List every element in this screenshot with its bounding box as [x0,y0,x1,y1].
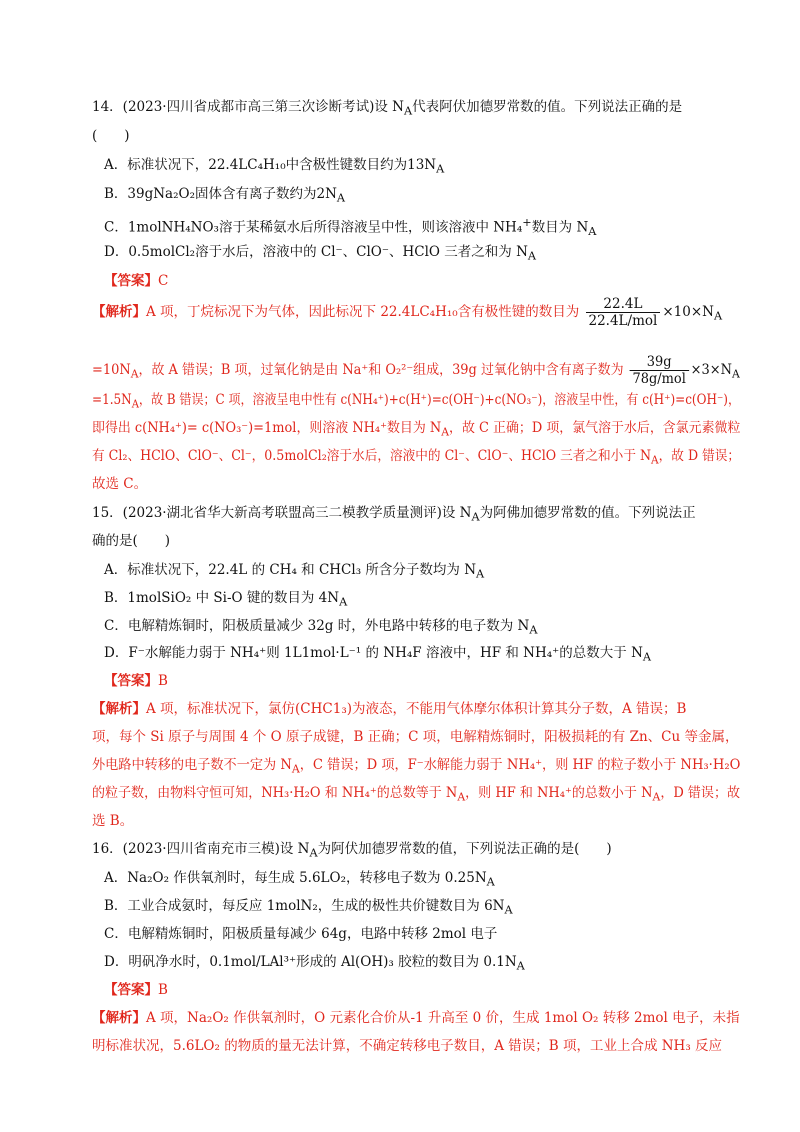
q14-explanation-line5: 有 Cl₂、HClO、ClO⁻、Cl⁻，0.5molCl₂溶于水后，溶液中的 Cl⁻、ClO⁻、HClO 三者之和小于 $N_A$，故 D 错误； [92,448,741,467]
q15-stem-line1: 15．(2023·湖北省华大新高考联盟高三二模教学质量测评)设 $N_A$为阿佛加德罗常数的值。下列说法正 [92,505,696,524]
q15-option-b: B．1molSiO₂ 中 Si-O 键的数目为 $4N_A$ [104,590,348,609]
q14-option-c: C．1molNH₄NO₃溶于某稀氨水后所得溶液呈中性，则该溶液中 NH₄+数目为 $N_A$ [104,216,597,239]
q16-option-a: A．Na₂O₂ 作供氧剂时，每生成 5.6LO₂，转移电子数为 $0.25N_A$ [104,870,495,889]
q16-option-c: C．电解精炼铜时，阳极质量每减少 64g，电路中转移 2mol 电子 [104,926,498,942]
q14-explanation-line2: $=10N_A$，故 A 错误；B 项，过氧化钠是由 Na⁺和 O₂²⁻组成，39g 过氧化钠中含有离子数为 $\frac{39g}{\text{78g/mol}}$ $\times 3\times N_A$ [92,354,740,387]
q16-answer: 【答案】B [104,982,168,998]
q14-option-a: A．标准状况下，22.4LC₄H₁₀中含极性键数目约为$13N_A$ [104,157,445,176]
q15-explanation-line1: 【解析】A 项，标准状况下，氯仿(CHC1₃)为液态，不能用气体摩尔体积计算其分子数，A 错误；B [92,701,687,717]
q15-answer: 【答案】B [104,673,168,689]
q16-explanation-line1: 【解析】A 项，Na₂O₂ 作供氧剂时，O 元素化合价从-1 升高至 0 价，生成 1mol O₂ 转移 2mol 电子，未指 [92,1010,740,1026]
q14-explanation-line1: 【解析】A 项，丁烷标况下为气体，因此标况下 22.4LC₄H₁₀含有极性键的数目为 $\frac{22.4L}{\text{22.4L/mol}}$ $\times 10\times N_A$ [92,296,723,329]
q14-stem-line1: 14．(2023·四川省成都市高三第三次诊断考试)设 $N_A$代表阿伏加德罗常数的值。下列说法正确的是 [92,99,683,118]
q14-explanation-line6: 故选 C。 [92,476,148,492]
q15-explanation-line2: 项，每个 Si 原子与周围 4 个 O 原子成键，B 正确；C 项，电解精炼铜时，阳极损耗的有 Zn、Cu 等金属， [92,729,739,745]
fraction-39g: $\frac{39g}{\text{78g/mol}}$ [630,354,689,387]
q14-explanation-line4: 即得出 c(NH₄⁺)= c(NO₃⁻)=1mol，则溶液 NH₄⁺数目为 $N_A$，故 C 正确；D 项，氯气溶于水后，含氯元素微粒 [92,420,741,439]
q14-stem-line2: ( ) [92,128,130,144]
q16-option-d: D．明矾净水时，0.1mol/LAl³⁺形成的 Al(OH)₃ 胶粒的数目为 $0.1N_A$ [104,954,525,973]
q15-option-d: D．F⁻水解能力弱于 NH₄⁺则 1L1mol·L⁻¹ 的 NH₄F 溶液中，HF 和 NH₄⁺的总数大于 $N_A$ [104,645,652,664]
q15-explanation-line5: 选 B。 [92,813,134,829]
q14-answer: 【答案】C [104,273,169,289]
q14-option-d: D．0.5molCl₂溶于水后，溶液中的 Cl⁻、ClO⁻、HClO 三者之和为 $N_A$ [104,244,537,263]
q15-stem-line2: 确的是( ) [92,533,171,549]
q15-option-a: A．标准状况下，22.4L 的 CH₄ 和 CHCl₃ 所含分子数均为 $N_A$ [104,562,485,581]
q15-explanation-line3: 外电路中转移的电子数不一定为 $N_A$，C 错误；D 项，F⁻水解能力弱于 NH₄⁺，则 HF 的粒子数小于 NH₃·H₂O [92,757,741,776]
q15-explanation-line4: 的粒子数，由物料守恒可知，NH₃·H₂O 和 NH₄⁺的总数等于 $N_A$，则 HF 和 NH₄⁺的总数小于 $N_A$，D 错误；故 [92,785,740,804]
q15-option-c: C．电解精炼铜时，阳极质量减少 32g 时，外电路中转移的电子数为 $N_A$ [104,618,538,637]
q16-stem: 16．(2023·四川省南充市三模)设 $N_A$为阿伏加德罗常数的值，下列说法正确的是( ) [92,841,612,860]
q14-option-b: B．39gNa₂O₂固体含有离子数约为$2N_A$ [104,186,346,205]
q16-explanation-line2: 明标准状况，5.6LO₂ 的物质的量无法计算，不确定转移电子数目，A 错误；B 项，工业上合成 NH₃ 反应 [92,1038,723,1054]
q16-option-b: B．工业合成氨时，每反应 1molN₂，生成的极性共价键数目为 $6N_A$ [104,898,513,917]
fraction-22-4: $\frac{22.4L}{\text{22.4L/mol}}$ [586,296,661,329]
q14-explanation-line3: $=1.5N_A$，故 B 错误；C 项，溶液呈电中性有 c(NH₄⁺)+c(H⁺)=c(OH⁻)+c(NO₃⁻)，溶液呈中性，有 c(H⁺)=c(OH⁻)， [92,392,741,411]
